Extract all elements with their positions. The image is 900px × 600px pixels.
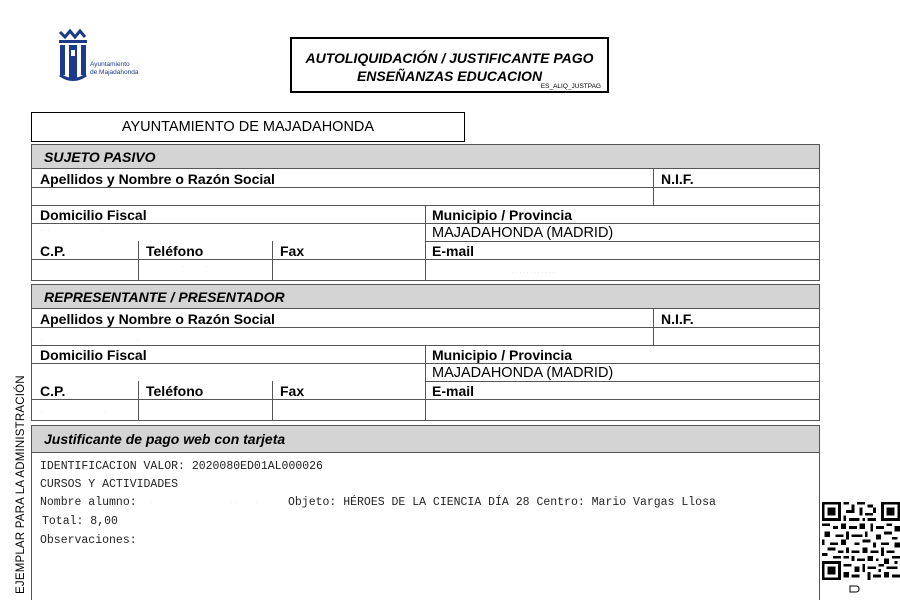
document-title-box bbox=[290, 37, 609, 93]
qr-code-icon bbox=[822, 502, 900, 580]
representante-email-label: E-mail bbox=[432, 383, 475, 399]
sujeto-cp-label: C.P. bbox=[40, 243, 66, 259]
concepto: CURSOS Y ACTIVIDADES bbox=[40, 478, 179, 491]
justificante-section bbox=[31, 425, 820, 600]
logo-line-1: Ayuntamiento bbox=[90, 61, 130, 68]
nombre-alumno-label: Nombre alumno: bbox=[40, 496, 137, 509]
representante-cp-label: C.P. bbox=[40, 383, 66, 399]
redacted-mark: · · · · · · · · · · · · bbox=[512, 270, 555, 276]
sujeto-domicilio-label: Domicilio Fiscal bbox=[40, 207, 147, 223]
sujeto-pasivo-section bbox=[31, 144, 820, 281]
representante-domicilio-label: Domicilio Fiscal bbox=[40, 347, 147, 363]
representante-municipio-value: MAJADAHONDA (MADRID) bbox=[432, 365, 614, 381]
sujeto-email-label: E-mail bbox=[432, 243, 475, 259]
sujeto-nif-label: N.I.F. bbox=[661, 171, 694, 187]
sujeto-apellidos-label: Apellidos y Nombre o Razón Social bbox=[40, 171, 275, 187]
justificante-header: Justificante de pago web con tarjeta bbox=[32, 426, 819, 453]
representante-section bbox=[31, 284, 820, 421]
observaciones-label: Observaciones: bbox=[40, 534, 137, 547]
representante-telefono-label: Teléfono bbox=[146, 383, 204, 399]
sujeto-telefono-label: Teléfono bbox=[146, 243, 204, 259]
document-subtitle: ENSEÑANZAS EDUCACION bbox=[356, 68, 543, 84]
representante-municipio-label: Municipio / Provincia bbox=[432, 347, 573, 363]
logo-line-2: de Majadahonda bbox=[90, 68, 139, 76]
ayuntamiento-box: AYUNTAMIENTO DE MAJADAHONDA bbox=[31, 112, 465, 142]
sujeto-municipio-label: Municipio / Provincia bbox=[432, 207, 573, 223]
redacted-mark: · · bbox=[40, 338, 140, 344]
representante-nif-label: N.I.F. bbox=[661, 311, 694, 327]
total: Total: 8,00 bbox=[42, 515, 118, 528]
identificacion-valor: IDENTIFICACION VALOR: 2020080ED01AL000026 bbox=[40, 460, 323, 473]
redacted-mark: · · bbox=[182, 264, 208, 270]
redacted-mark: · · · · bbox=[40, 228, 104, 234]
representante-header: REPRESENTANTE / PRESENTADOR bbox=[32, 285, 819, 309]
document-code: ES_ALIQ_JUSTPAG bbox=[540, 83, 601, 90]
document-title: AUTOLIQUIDACIÓN / JUSTIFICANTE PAGO bbox=[305, 50, 594, 66]
redacted-mark: · · bbox=[40, 410, 106, 416]
side-copy-label: EJEMPLAR PARA LA ADMINISTRACIÓN bbox=[15, 375, 27, 594]
sujeto-pasivo-header: SUJETO PASIVO bbox=[32, 145, 819, 169]
objeto: Objeto: HÉROES DE LA CIENCIA DÍA 28 Centro: Mario Vargas Llosa bbox=[288, 496, 716, 509]
redacted-mark: · · · · bbox=[150, 500, 259, 506]
municipal-logo bbox=[56, 28, 156, 84]
sujeto-municipio-value: MAJADAHONDA (MADRID) bbox=[432, 225, 614, 241]
representante-fax-label: Fax bbox=[280, 383, 305, 399]
qr-footer-mark bbox=[840, 584, 870, 594]
representante-apellidos-label: Apellidos y Nombre o Razón Social bbox=[40, 311, 275, 327]
sujeto-fax-label: Fax bbox=[280, 243, 305, 259]
majadahonda-emblem-icon bbox=[56, 28, 90, 82]
